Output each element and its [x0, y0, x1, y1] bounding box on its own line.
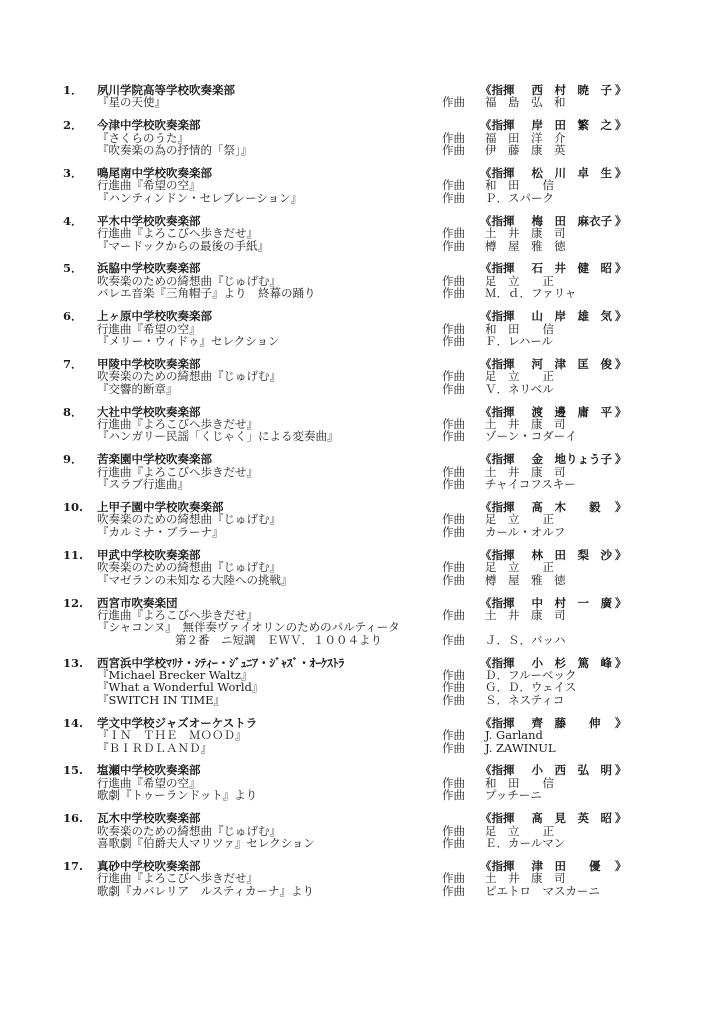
conductor-name: 髙 木 毅: [531, 500, 612, 515]
composer-name: 土 井 康 司: [485, 417, 566, 432]
piece-title: 行進曲『よろこびへ歩きだせ』: [97, 871, 258, 886]
piece-row: [0, 885, 725, 897]
conductor-bracket-close: 》: [615, 500, 627, 515]
piece-title: 『ハンティンドン・セレブレーション』: [97, 190, 303, 205]
composer-credit: [442, 383, 554, 395]
program-entry: [0, 597, 725, 647]
piece-title: 『ＩＮ ＴＨＥ ＭＯＯＤ』: [97, 728, 247, 743]
conductor-bracket-close: 》: [615, 452, 627, 467]
conductor-label: 《指揮: [480, 500, 515, 515]
piece-title: 吹奏楽のための綺想曲『じゅげむ』: [97, 273, 281, 288]
piece-title: 『ＢＩＲＤＬＡＮＤ』: [97, 740, 212, 755]
composer-credit: [442, 144, 566, 156]
piece-row: [0, 789, 725, 801]
entry-number: 16.: [63, 811, 84, 826]
composer-name: ピエトロ マスカーニ: [485, 883, 600, 898]
composer-credit: [442, 526, 565, 538]
composer-name: 足 立 正: [485, 560, 554, 575]
conductor-label: 《指揮: [480, 858, 515, 873]
entry-header-left: [0, 84, 442, 96]
conductor-name: 松 川 卓 生: [531, 166, 612, 181]
conductor-label: 《指揮: [480, 595, 515, 610]
entry-header-left: [0, 310, 442, 322]
program-entry: [0, 717, 725, 754]
composer-label: 作曲: [442, 273, 465, 288]
ensemble-name: 苦楽園中学校吹奏楽部: [97, 452, 212, 467]
conductor-bracket-close: 》: [615, 118, 627, 133]
piece-row: [0, 383, 725, 395]
conductor-bracket-close: 》: [615, 811, 627, 826]
composer-name: カール・オルフ: [485, 524, 566, 539]
composer-credit: [442, 694, 564, 706]
composer-name: 和 田 信: [485, 321, 554, 336]
composer-label: 作曲: [442, 524, 465, 539]
composer-name: 和 田 信: [485, 178, 554, 193]
piece-row: [0, 335, 725, 347]
program-entry: [0, 215, 725, 252]
piece-title-cell: [0, 526, 442, 538]
piece-title-cell: [0, 885, 442, 897]
composer-name: 土 井 康 司: [485, 871, 566, 886]
composer-label: 作曲: [442, 883, 465, 898]
program-entry: [0, 764, 725, 801]
composer-label: 作曲: [442, 190, 465, 205]
piece-row: [0, 694, 725, 706]
composer-label: 作曲: [442, 775, 465, 790]
composer-label: 作曲: [442, 560, 465, 575]
piece-title: 『スラブ行進曲』: [97, 477, 189, 492]
composer-label: 作曲: [442, 512, 465, 527]
conductor-name: 梅 田 麻衣子: [531, 213, 612, 228]
piece-title-cell: [0, 192, 442, 204]
composer-credit: [442, 478, 576, 490]
composer-label: 作曲: [442, 143, 465, 158]
composer-label: 作曲: [442, 836, 465, 850]
piece-title: 吹奏楽のための綺想曲『じゅげむ』: [97, 560, 281, 575]
composer-label: 作曲: [442, 238, 465, 253]
piece-title: 『吹奏楽の為の抒情的「祭」』: [97, 143, 253, 158]
piece-title: 歌劇『トゥーランドット』より: [97, 788, 258, 803]
piece-title-cell: [0, 96, 442, 108]
conductor-bracket-close: 》: [615, 715, 627, 730]
conductor-bracket-close: 》: [615, 404, 627, 419]
composer-label: 作曲: [442, 680, 465, 695]
composer-name: Ｐ．スパーク: [485, 190, 554, 205]
conductor-label: 《指揮: [480, 547, 515, 562]
piece-title-cell: [0, 574, 442, 586]
conductor-label: 《指揮: [480, 213, 515, 228]
composer-name: 土 井 康 司: [485, 226, 566, 241]
program-entry: [0, 262, 725, 299]
entry-number: 5．: [63, 261, 83, 276]
piece-title-cell: [0, 729, 442, 741]
ensemble-name: 塩瀬中学校吹奏楽部: [97, 763, 201, 778]
entry-header-left: [0, 764, 442, 776]
piece-row: [0, 240, 725, 252]
composer-credit: [442, 837, 565, 849]
piece-title: 『マゼランの未知なる大陸への挑戦』: [97, 572, 293, 587]
composer-name: Ｍ．ｄ．ファリャ: [485, 286, 577, 301]
program-entry: [0, 119, 725, 156]
composer-credit: [442, 96, 566, 108]
piece-title: 『星の天使』: [97, 95, 166, 110]
composer-credit: [442, 192, 554, 204]
composer-label: 作曲: [442, 321, 465, 336]
piece-title: 『カルミナ・ブラーナ』: [97, 524, 224, 539]
conductor-name: 小 西 弘 明: [531, 763, 612, 778]
conductor-name: 小 杉 篤 峰: [531, 655, 612, 670]
composer-name: 足 立 正: [485, 369, 554, 384]
conductor-label: 《指揮: [480, 404, 515, 419]
ensemble-name: 学文中学校ジャズオーケストラ: [97, 715, 258, 730]
composer-label: 作曲: [442, 823, 465, 838]
ensemble-name: 瓦木中学校吹奏楽部: [97, 811, 201, 826]
conductor-bracket-close: 》: [615, 547, 627, 562]
piece-row: [0, 192, 725, 204]
piece-row: [0, 837, 725, 849]
conductor-label: 《指揮: [480, 166, 515, 181]
conductor-credit: [442, 764, 627, 776]
conductor-bracket-close: 》: [615, 763, 627, 778]
piece-title: 吹奏楽のための綺想曲『じゅげむ』: [97, 512, 281, 527]
piece-row: [0, 742, 725, 754]
composer-name: 伊 藤 康 英: [485, 143, 566, 158]
composer-label: 作曲: [442, 381, 465, 396]
composer-name: 足 立 正: [485, 273, 554, 288]
composer-name: 福 田 洋 介: [485, 130, 566, 145]
piece-title: 吹奏楽のための綺想曲『じゅげむ』: [97, 823, 281, 838]
composer-credit: [442, 609, 566, 621]
conductor-name: 林 田 梨 沙: [531, 547, 612, 562]
ensemble-name: 真砂中学校吹奏楽部: [97, 858, 201, 873]
piece-title: 喜歌劇『伯爵夫人マリツァ』セレクション: [97, 836, 315, 850]
entry-number: 11.: [63, 547, 84, 562]
composer-name: Ｓ．ネスティコ: [485, 692, 565, 707]
composer-credit: [442, 287, 576, 299]
piece-title: 行進曲『よろこびへ歩きだせ』: [97, 464, 258, 479]
piece-title: 行進曲『よろこびへ歩きだせ』: [97, 417, 258, 432]
ensemble-name: 上ヶ原中学校吹奏楽部: [97, 309, 212, 324]
entry-header-left: [0, 119, 442, 131]
entry-number: 8．: [63, 404, 83, 419]
conductor-name: 河 津 匡 俊: [531, 356, 612, 371]
entry-number: 4．: [63, 213, 83, 228]
entry-number: 14.: [63, 715, 84, 730]
conductor-name: 岸 田 繁 之: [531, 118, 612, 133]
conductor-name: 石 井 健 昭: [531, 261, 612, 276]
composer-name: 足 立 正: [485, 512, 554, 527]
piece-title-cell: [0, 240, 442, 252]
ensemble-name: 平木中学校吹奏楽部: [97, 213, 201, 228]
entry-number: 12.: [63, 595, 84, 610]
conductor-label: 《指揮: [480, 655, 515, 670]
composer-credit: [442, 574, 566, 586]
ensemble-name: 甲武中学校吹奏楽部: [97, 547, 201, 562]
piece-title: 第２番 ニ短調 ＥＷＶ．１００４より: [175, 632, 382, 647]
entry-number: 10.: [63, 500, 84, 515]
conductor-credit: [442, 453, 627, 465]
piece-title: 行進曲『希望の空』: [97, 321, 201, 336]
program-entry: [0, 657, 725, 707]
piece-title: 行進曲『よろこびへ歩きだせ』: [97, 226, 258, 241]
piece-title-cell: [0, 478, 442, 490]
conductor-bracket-close: 》: [615, 356, 627, 371]
composer-name: 福 島 弘 和: [485, 95, 566, 110]
piece-title-cell: [0, 837, 442, 849]
conductor-bracket-close: 》: [615, 655, 627, 670]
program-entry: [0, 358, 725, 395]
piece-title: 行進曲『希望の空』: [97, 178, 201, 193]
conductor-bracket-close: 》: [615, 309, 627, 324]
composer-credit: [442, 335, 553, 347]
piece-title-cell: [0, 742, 442, 754]
conductor-bracket-close: 》: [615, 213, 627, 228]
ensemble-name: 甲陵中学校吹奏楽部: [97, 356, 201, 371]
composer-label: 作曲: [442, 369, 465, 384]
piece-title: 『メリー・ウィドゥ』セレクション: [97, 334, 280, 348]
piece-title: 『ハンガリー民謡「くじゃく」による変奏曲』: [97, 429, 339, 444]
conductor-label: 《指揮: [480, 356, 515, 371]
composer-name: ゾーン・コダーイ: [485, 429, 577, 444]
conductor-bracket-close: 》: [615, 166, 627, 181]
composer-name: 足 立 正: [485, 823, 554, 838]
entry-number: 1．: [63, 83, 83, 97]
conductor-label: 《指揮: [480, 309, 515, 324]
ensemble-name: 夙川学院高等学校吹奏楽部: [97, 83, 235, 97]
piece-title-cell: [0, 335, 442, 347]
composer-label: 作曲: [442, 226, 465, 241]
piece-title-cell: [0, 383, 442, 395]
piece-row: [0, 634, 725, 646]
composer-label: 作曲: [442, 572, 465, 587]
piece-row: [0, 96, 725, 108]
composer-name: プッチーニ: [485, 788, 542, 803]
conductor-label: 《指揮: [480, 83, 515, 97]
conductor-bracket-close: 》: [615, 261, 627, 276]
piece-title-cell: [0, 430, 442, 442]
composer-label: 作曲: [442, 464, 465, 479]
composer-label: 作曲: [442, 286, 465, 301]
entry-number: 9．: [63, 452, 83, 467]
piece-title-cell: [0, 789, 442, 801]
composer-name: Ｖ．ネリベル: [485, 381, 554, 396]
conductor-name: 中 村 一 廣: [531, 595, 612, 610]
composer-label: 作曲: [442, 632, 465, 647]
conductor-label: 《指揮: [480, 715, 515, 730]
composer-name: Ｆ．レハール: [485, 334, 553, 348]
composer-name: チャイコフスキー: [485, 477, 576, 492]
program-entry: [0, 167, 725, 204]
piece-title: バレエ音楽『三角帽子』より 終幕の踊り: [97, 286, 316, 301]
ensemble-name: 鳴尾南中学校吹奏楽部: [97, 166, 212, 181]
piece-title: 『What a Wonderful World』: [97, 680, 264, 695]
composer-label: 作曲: [442, 178, 465, 193]
piece-title: 『SWITCH IN TIME』: [97, 692, 226, 707]
entry-number: 6．: [63, 309, 83, 324]
composer-label: 作曲: [442, 477, 465, 492]
composer-name: Ｄ．フルーベック: [485, 668, 577, 683]
entry-header-left: [0, 167, 442, 179]
composer-label: 作曲: [442, 728, 465, 743]
composer-credit: [442, 430, 577, 442]
composer-name: 樽 屋 雅 徳: [485, 238, 566, 253]
program-entry: [0, 860, 725, 897]
conductor-label: 《指揮: [480, 763, 515, 778]
piece-row: [0, 144, 725, 156]
piece-row: [0, 478, 725, 490]
composer-label: 作曲: [442, 692, 465, 707]
ensemble-name: 上甲子園中学校吹奏楽部: [97, 500, 224, 515]
conductor-credit: [442, 812, 627, 824]
piece-title: 『マードックからの最後の手紙』: [97, 238, 270, 253]
conductor-name: 津 田 優: [531, 858, 612, 873]
ensemble-name: 西宮市吹奏楽団: [97, 595, 178, 610]
program-entry: [0, 406, 725, 443]
composer-credit: [442, 885, 600, 897]
piece-title-cell: [0, 144, 442, 156]
entry-number: 7．: [63, 356, 83, 371]
piece-title: 『さくらのうた』: [97, 130, 189, 145]
piece-title-cell: [0, 287, 442, 299]
composer-label: 作曲: [442, 607, 465, 622]
composer-label: 作曲: [442, 788, 465, 803]
program-entry: [0, 453, 725, 490]
conductor-credit: [442, 119, 627, 131]
piece-row: [0, 574, 725, 586]
conductor-bracket-close: 》: [615, 858, 627, 873]
conductor-name: 山 岸 雄 気: [531, 309, 612, 324]
ensemble-name: 浜脇中学校吹奏楽部: [97, 261, 201, 276]
composer-credit: [442, 742, 556, 754]
conductor-name: 齊 藤 伸: [531, 715, 612, 730]
piece-title-cell: [0, 694, 442, 706]
composer-name: J. Garland: [485, 728, 543, 743]
composer-name: J. ZAWINUL: [485, 740, 556, 755]
piece-title: 『交響的断章』: [97, 381, 178, 396]
composer-name: Ｅ．カールマン: [485, 836, 566, 850]
composer-label: 作曲: [442, 668, 465, 683]
conductor-name: 金 地りょう子: [531, 452, 612, 467]
composer-label: 作曲: [442, 429, 465, 444]
conductor-name: 西 村 暁 子: [531, 83, 612, 97]
program-entry: [0, 84, 725, 109]
piece-title: 『Michael Brecker Waltz』: [97, 668, 253, 683]
entry-number: 2．: [63, 118, 83, 133]
composer-credit: [442, 789, 542, 801]
ensemble-name: 今津中学校吹奏楽部: [97, 118, 201, 133]
conductor-name: 渡 邊 庸 平: [531, 404, 612, 419]
composer-label: 作曲: [442, 740, 465, 755]
piece-title: 行進曲『希望の空』: [97, 775, 201, 790]
entry-number: 15.: [63, 763, 84, 778]
conductor-label: 《指揮: [480, 452, 515, 467]
composer-label: 作曲: [442, 334, 465, 348]
entry-number: 13.: [63, 655, 84, 670]
composer-name: Ｇ．Ｄ．ウェイス: [485, 680, 577, 695]
entry-number: 3．: [63, 166, 83, 181]
composer-credit: [442, 634, 566, 646]
composer-name: 土 井 康 司: [485, 464, 566, 479]
piece-title: 歌劇『カバレリア ルスティカーナ』より: [97, 883, 315, 898]
program-entry: [0, 549, 725, 586]
piece-title-cell: [0, 466, 442, 478]
composer-name: 樽 屋 雅 徳: [485, 572, 566, 587]
composer-label: 作曲: [442, 95, 465, 110]
ensemble-name: 大社中学校吹奏楽部: [97, 404, 201, 419]
piece-title: 行進曲『よろこびへ歩きだせ』: [97, 607, 258, 622]
piece-title: 『シャコンヌ』 無伴奏ヴァイオリンのためのパルティータ: [97, 620, 400, 635]
piece-row: [0, 526, 725, 538]
conductor-credit: [442, 310, 627, 322]
program-entry: [0, 501, 725, 538]
composer-label: 作曲: [442, 130, 465, 145]
piece-row: [0, 430, 725, 442]
piece-title-cell: [0, 634, 442, 646]
program-entry: [0, 310, 725, 347]
conductor-name: 髙 見 英 昭: [531, 811, 612, 826]
composer-label: 作曲: [442, 417, 465, 432]
conductor-bracket-close: 》: [615, 595, 627, 610]
composer-label: 作曲: [442, 871, 465, 886]
piece-title: 吹奏楽のための綺想曲『じゅげむ』: [97, 369, 281, 384]
piece-row: [0, 287, 725, 299]
composer-name: 土 井 康 司: [485, 607, 566, 622]
conductor-label: 《指揮: [480, 118, 515, 133]
program-entry: [0, 812, 725, 849]
piece-title-cell: [0, 370, 442, 382]
ensemble-name: 西宮浜中学校ﾏﾘﾅ・ｼﾃｨｰ・ｼﾞｭﾆｱ・ｼﾞｬｽﾞ・ｵｰｹｽﾄﾗ: [97, 655, 345, 670]
conductor-label: 《指揮: [480, 811, 515, 826]
composer-name: Ｊ．Ｓ．バッハ: [485, 632, 566, 647]
conductor-bracket-close: 》: [615, 83, 627, 97]
conductor-label: 《指揮: [480, 261, 515, 276]
conductor-credit: [442, 262, 627, 274]
composer-credit: [442, 240, 566, 252]
entry-number: 17.: [63, 858, 84, 873]
composer-name: 和 田 信: [485, 775, 554, 790]
